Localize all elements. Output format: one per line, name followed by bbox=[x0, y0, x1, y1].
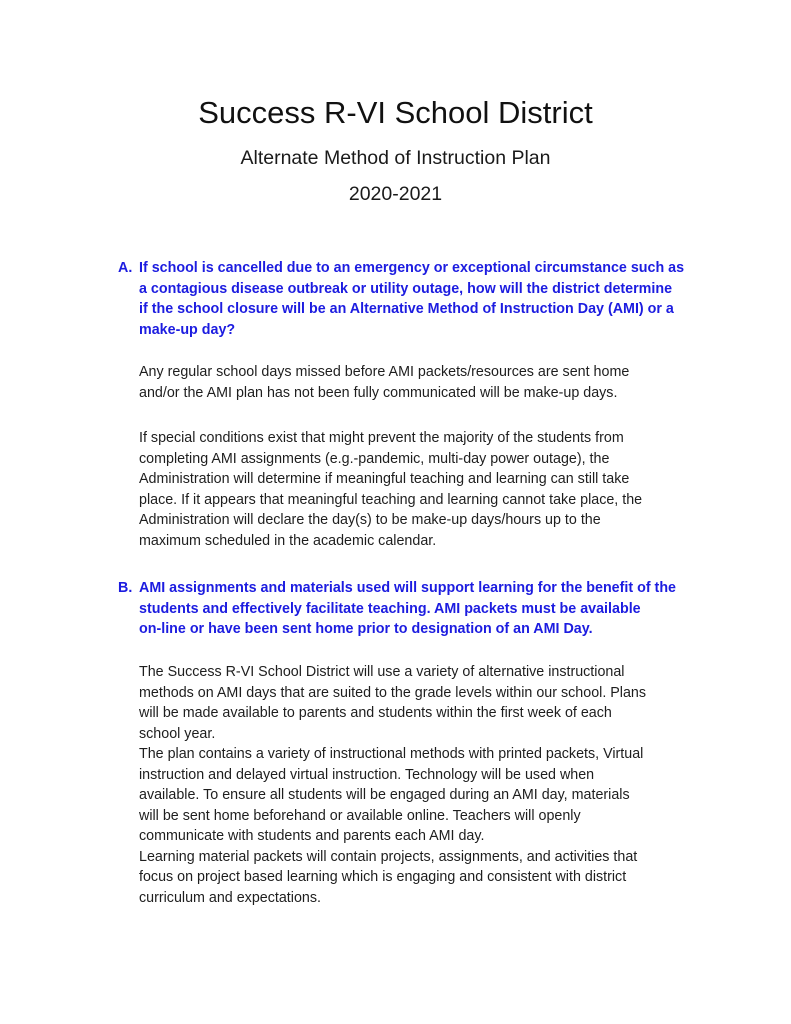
paragraph-line: school year. bbox=[139, 725, 216, 742]
section-a-letter: A. bbox=[118, 260, 133, 276]
paragraph-line: communicate with students and parents each AMI day. bbox=[139, 828, 485, 844]
question-line: on-line or have been sent home prior to designation of an AMI Day. bbox=[139, 621, 593, 637]
paragraph-line: focus on project based learning which is engaging and consistent with district bbox=[139, 869, 627, 885]
section-b-letter: B. bbox=[118, 580, 133, 596]
paragraph-line: and/or the AMI plan has not been fully communicated will be make-up days. bbox=[139, 384, 618, 401]
paragraph-line: place. If it appears that meaningful teaching and learning cannot take place, the bbox=[139, 491, 643, 508]
paragraph-line: will be sent home beforehand or available online. Teachers will openly bbox=[139, 807, 581, 824]
paragraph-line: curriculum and expectations. bbox=[139, 889, 321, 906]
section-b-question bbox=[139, 578, 714, 640]
page-title: Success R-VI School District bbox=[198, 95, 593, 130]
section-b-paragraph-1 bbox=[139, 662, 709, 908]
paragraph-line: completing AMI assignments (e.g.-pandemic, multi-day power outage), the bbox=[139, 450, 610, 467]
paragraph-line: Any regular school days missed before AMI packets/resources are sent home bbox=[139, 364, 630, 380]
question-line: a contagious disease outbreak or utility outage, how will the district determine bbox=[139, 280, 673, 297]
paragraph-line: Administration will determine if meaningful teaching and learning can still take bbox=[139, 471, 630, 487]
paragraph-line: available. To ensure all students will be engaged during an AMI day, materials bbox=[139, 787, 630, 803]
paragraph-line: methods on AMI days that are suited to the grade levels within our school. Plans bbox=[139, 684, 647, 701]
question-line: make-up day? bbox=[139, 321, 236, 338]
section-a-question bbox=[139, 258, 714, 340]
paragraph-line: If special conditions exist that might prevent the majority of the students from bbox=[139, 430, 624, 446]
section-a-paragraph-1 bbox=[139, 362, 709, 403]
school-year: 2020-2021 bbox=[348, 183, 443, 205]
question-line: students and effectively facilitate teaching. AMI packets must be available bbox=[139, 600, 641, 617]
page-subtitle: Alternate Method of Instruction Plan bbox=[240, 147, 551, 169]
paragraph-line: instruction and delayed virtual instruction. Technology will be used when bbox=[139, 766, 595, 783]
paragraph-line: Learning material packets will contain projects, assignments, and activities that bbox=[139, 848, 638, 865]
question-line: AMI assignments and materials used will support learning for the benefit of the bbox=[139, 580, 677, 596]
question-line: if the school closure will be an Alternative Method of Instruction Day (AMI) or a bbox=[139, 301, 674, 317]
paragraph-line: maximum scheduled in the academic calendar. bbox=[139, 532, 437, 549]
question-line: If school is cancelled due to an emergency or exceptional circumstance such as bbox=[139, 260, 685, 276]
paragraph-line: will be made available to parents and students within the first week of each bbox=[139, 705, 612, 721]
paragraph-line: The Success R-VI School District will use a variety of alternative instructional bbox=[139, 664, 625, 680]
paragraph-line: Administration will declare the day(s) to be make-up days/hours up to the bbox=[139, 512, 601, 528]
section-a-paragraph-2 bbox=[139, 428, 709, 551]
paragraph-line: The plan contains a variety of instructional methods with printed packets, Virtual bbox=[139, 746, 644, 762]
